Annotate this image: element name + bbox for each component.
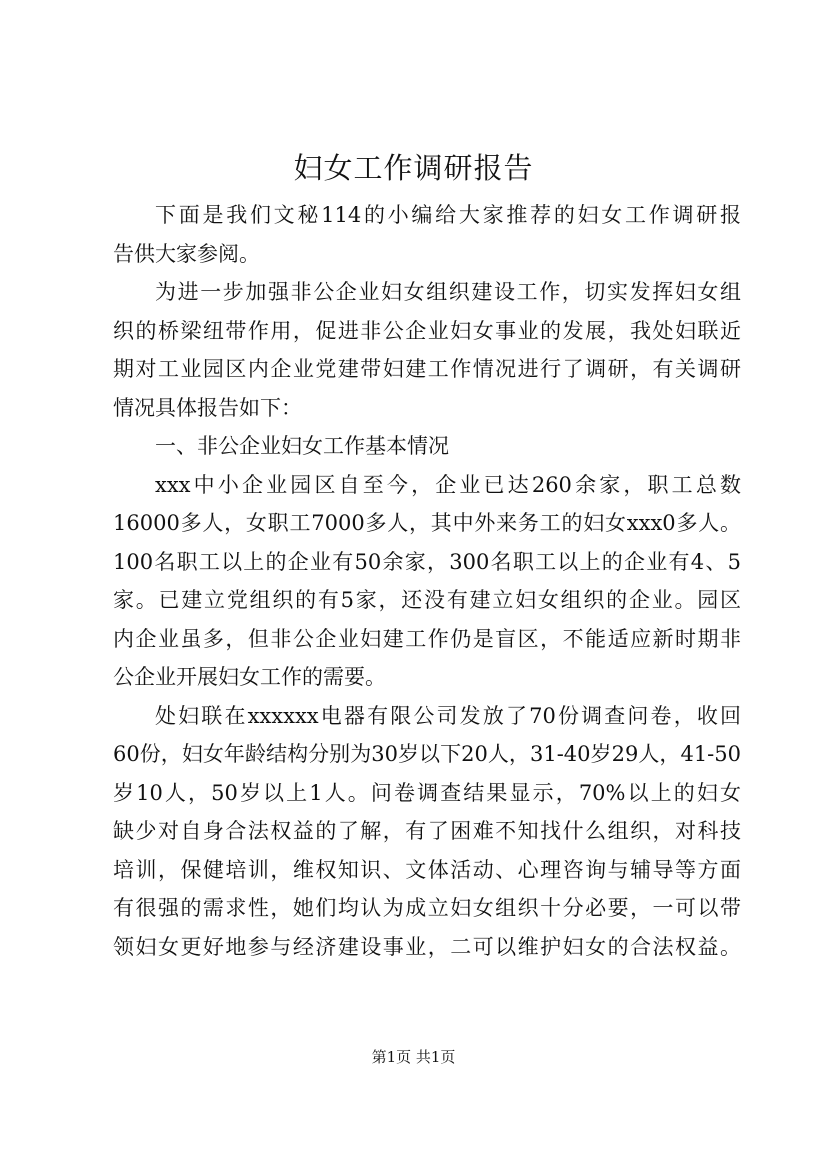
document-body xyxy=(113,196,741,966)
body-text-line: 织的桥梁纽带作用，促进非公企业妇女事业的发展，我处妇联近 xyxy=(113,318,741,343)
body-text-line: 期对工业园区内企业党建带妇建工作情况进行了调研，有关调研 xyxy=(113,357,741,381)
body-text-line: 情况具体报告如下： xyxy=(113,395,302,420)
body-text-line: 内企业虽多，但非公企业妇建工作仍是盲区，不能适应新时期非 xyxy=(113,626,741,651)
body-text-line: 100名职工以上的企业有50余家，300名职工以上的企业有4、5 xyxy=(113,549,741,574)
body-text-line: 一、非公企业妇女工作基本情况 xyxy=(155,434,449,458)
body-text-line: 60份，妇女年龄结构分别为30岁以下20人，31-40岁29人，41-50 xyxy=(113,742,741,766)
body-text-line: xxx中小企业园区自至今，企业已达260余家，职工总数 xyxy=(155,472,741,497)
body-text-line: 下面是我们文秘114的小编给大家推荐的妇女工作调研报 xyxy=(155,203,741,227)
body-text-line: 16000多人，女职工7000多人，其中外来务工的妇女xxx0多人。 xyxy=(113,511,741,535)
body-text-line: 缺少对自身合法权益的了解，有了困难不知找什么组织，对科技 xyxy=(113,819,741,843)
body-text-line: 公企业开展妇女工作的需要。 xyxy=(113,665,386,689)
body-text-line: 处妇联在xxxxxx电器有限公司发放了70份调查问卷，收回 xyxy=(155,703,741,728)
body-text-line: 家。已建立党组织的有5家，还没有建立妇女组织的企业。园区 xyxy=(113,588,741,612)
document-title: 妇女工作调研报告 xyxy=(293,151,534,185)
body-text-line: 培训，保健培训，维权知识、文体活动、心理咨询与辅导等方面 xyxy=(113,857,741,882)
body-text-line: 领妇女更好地参与经济建设事业，二可以维护妇女的合法权益。 xyxy=(113,934,741,959)
body-text-line: 告供大家参阅。 xyxy=(113,241,260,266)
page-footer: 第1页 共1页 xyxy=(371,1048,456,1066)
body-text-line: 有很强的需求性，她们均认为成立妇女组织十分必要，一可以带 xyxy=(113,896,741,920)
body-text-line: 岁10人，50岁以上1人。问卷调查结果显示，70%以上的妇女 xyxy=(113,780,741,805)
body-text-line: 为进一步加强非公企业妇女组织建设工作，切实发挥妇女组 xyxy=(155,280,741,304)
